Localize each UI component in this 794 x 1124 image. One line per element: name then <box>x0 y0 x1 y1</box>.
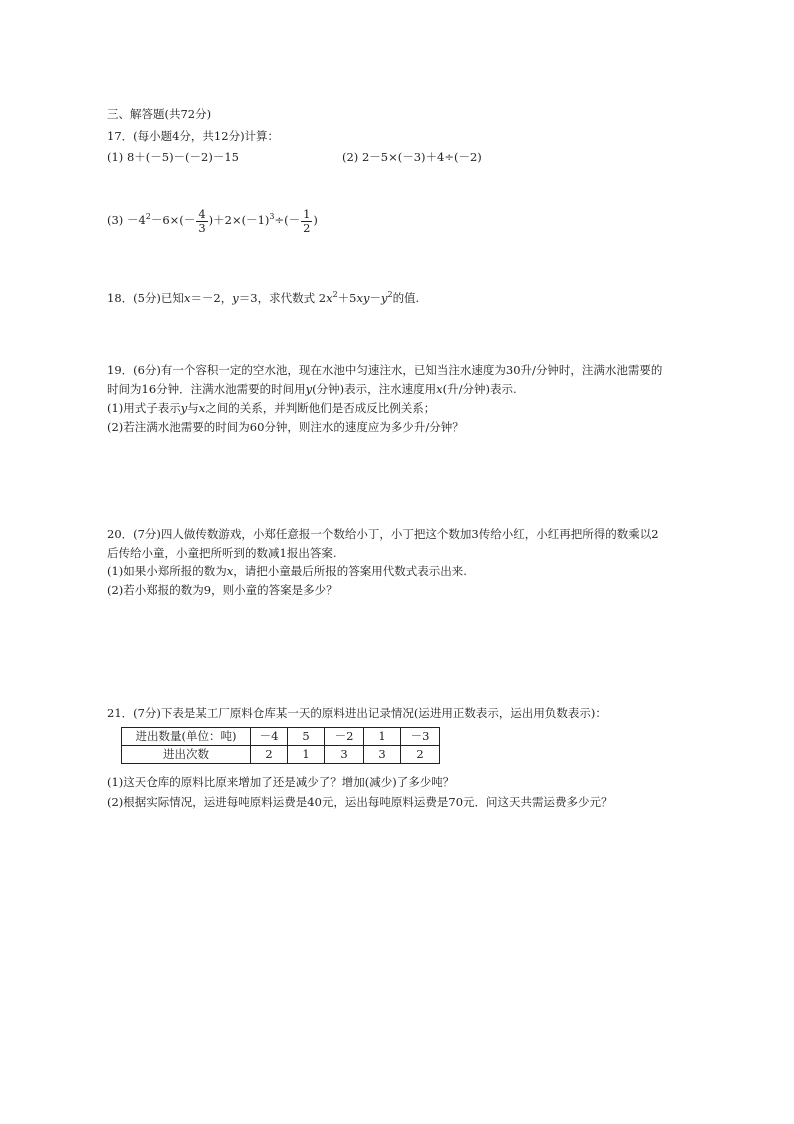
table-row-header: 进出次数 <box>122 746 251 764</box>
table-cell: 1 <box>288 746 325 764</box>
var-x: x <box>226 564 234 578</box>
var-x: x <box>436 382 443 396</box>
table-cell: 3 <box>325 746 364 764</box>
table-row <box>122 746 440 764</box>
var-xy: xy <box>356 291 370 305</box>
table-cell: －3 <box>401 728 440 746</box>
q19-sub1 <box>107 401 435 415</box>
table-cell: 5 <box>288 728 325 746</box>
q20-line2: 后传给小童，小童把所听到的数减1报出答案. <box>107 546 337 560</box>
q17-part3-prefix: (3) －4 <box>107 213 146 227</box>
q17-part2: (2) 2－5×(－3)＋4÷(－2) <box>342 150 482 164</box>
material-record-table <box>121 727 440 764</box>
var-y: y <box>380 291 388 305</box>
q18-seg-e: － <box>369 291 381 305</box>
q20-sub1-seg-b: ，请把小童最后所报的答案用代数式表示出来. <box>233 564 467 578</box>
table-row-header: 进出数量(单位：吨) <box>122 728 251 746</box>
fraction-numerator: 1 <box>303 206 311 221</box>
q19-line2 <box>107 382 517 396</box>
table-cell: 3 <box>364 746 401 764</box>
q17-part3-seg1: －6×(－ <box>150 213 196 227</box>
q18-seg-a: 18．(5分)已知 <box>107 291 184 305</box>
var-y: y <box>305 382 313 396</box>
q18-seg-b: ＝－2， <box>190 291 233 305</box>
q19-sub1-seg-c: 之间的关系，并判断他们是否成反比例关系； <box>205 401 436 415</box>
table-row <box>122 728 440 746</box>
q19-line2-seg-a: 时间为16分钟．注满水池需要的时间用 <box>107 382 306 396</box>
q19-sub1-seg-a: (1)用式子表示 <box>107 401 181 415</box>
q21-sub1: (1)这天仓库的原料比原来增加了还是减少了？增加(减少)了多少吨？ <box>107 775 455 789</box>
q17-part3-exp3: 3 <box>269 212 275 222</box>
fraction-denominator: 3 <box>198 220 206 235</box>
q20-line1: 20．(7分)四人做传数游戏，小郑任意报一个数给小丁，小丁把这个数加3传给小红，小红再把所得的数乘以2 <box>107 527 659 541</box>
table-cell: 1 <box>364 728 401 746</box>
q18-seg-f: 的值. <box>392 291 420 305</box>
q19-line2-seg-c: (升/分钟)表示. <box>442 382 517 396</box>
q19-line1: 19．(6分)有一个容积一定的空水池，现在水池中匀速注水，已知当注水速度为30升/分钟时，注满水池需要的 <box>107 363 663 377</box>
var-y: y <box>180 401 188 415</box>
fraction-denominator: 2 <box>303 220 311 235</box>
fraction-one-half <box>301 208 312 235</box>
exponent: 2 <box>332 290 338 300</box>
q21-sub2: (2)根据实际情况，运进每吨原料运费是40元，运出每吨原料运费是70元．问这天共需运费多少元？ <box>107 795 613 809</box>
var-x: x <box>326 291 333 305</box>
q18-seg-c: ＝3，求代数式 2 <box>238 291 327 305</box>
q19-sub1-seg-b: 与 <box>187 401 199 415</box>
table-cell: 2 <box>251 746 288 764</box>
q17-part3-exp2: 2 <box>145 212 151 222</box>
q17-part3-seg3: ÷(－ <box>274 213 301 227</box>
table-cell: 2 <box>401 746 440 764</box>
fraction-numerator: 4 <box>198 206 206 221</box>
q17-part3 <box>107 207 318 235</box>
var-x: x <box>198 401 206 415</box>
q19-sub2: (2)若注满水池需要的时间为60分钟，则注水的速度应为多少升/分钟？ <box>107 420 464 434</box>
q19-line2-seg-b: (分钟)表示，注水速度用 <box>312 382 437 396</box>
q21-intro: 21．(7分)下表是某工厂原料仓库某一天的原料进出记录情况(运进用正数表示，运出用负数表示)： <box>107 706 607 720</box>
q20-sub1 <box>107 564 467 578</box>
q17-header: 17．(每小题4分，共12分)计算： <box>107 129 280 143</box>
q20-sub2: (2)若小郑报的数为9，则小童的答案是多少？ <box>107 583 338 597</box>
var-y: y <box>232 291 239 305</box>
table-cell: －4 <box>251 728 288 746</box>
q17-part3-seg4: ) <box>313 213 318 227</box>
q17-part3-seg2: )＋2×(－1) <box>208 213 270 227</box>
fraction-four-thirds <box>196 208 207 235</box>
q20-sub1-seg-a: (1)如果小郑所报的数为 <box>107 564 227 578</box>
table-cell: －2 <box>325 728 364 746</box>
q18-seg-d: ＋5 <box>337 291 357 305</box>
q17-part1: (1) 8＋(－5)－(－2)－15 <box>107 150 239 164</box>
q18-text <box>107 291 419 305</box>
exponent: 2 <box>387 290 393 300</box>
section-heading: 三、解答题(共72分) <box>107 107 212 121</box>
var-x: x <box>183 291 191 305</box>
